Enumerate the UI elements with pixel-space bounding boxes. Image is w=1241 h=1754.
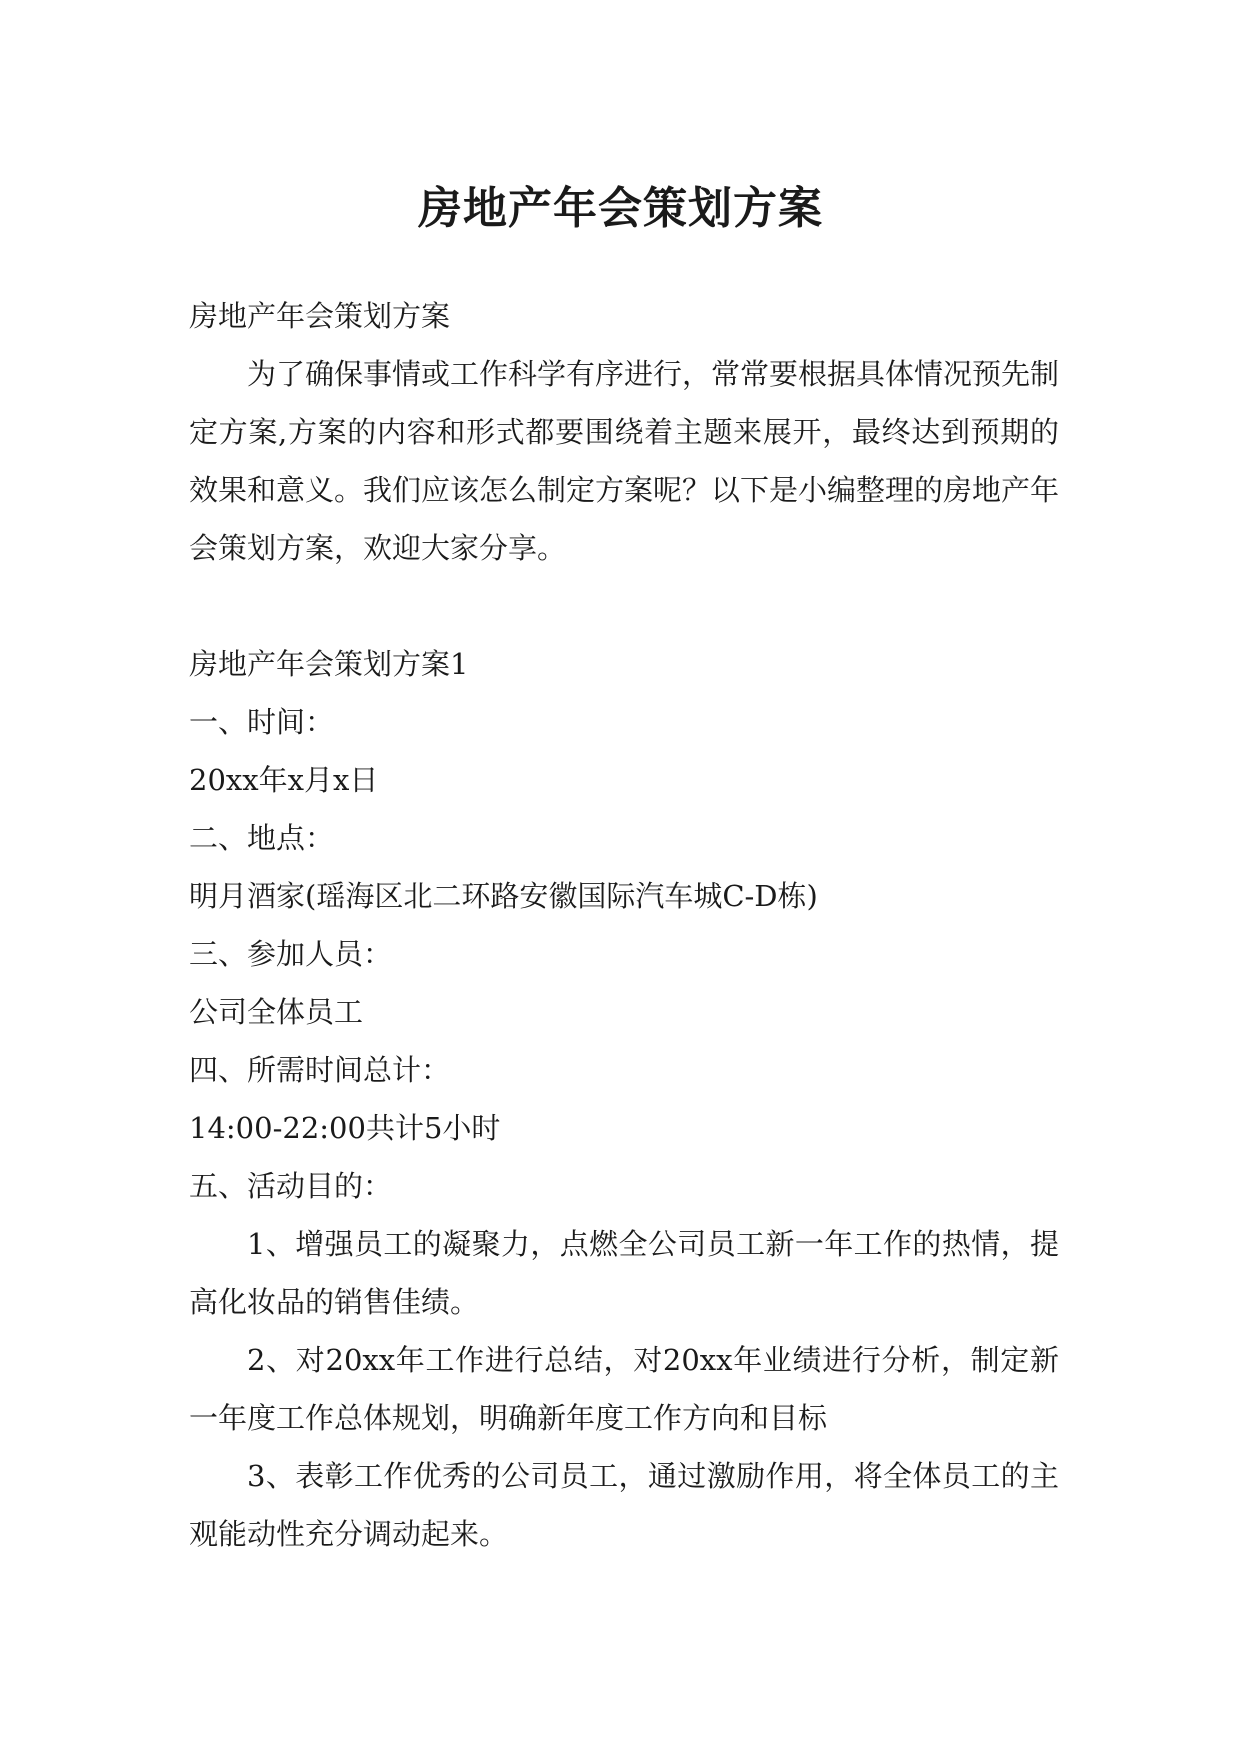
participants-value: 公司全体员工 [189,995,364,1029]
duration-label: 四、所需时间总计： [189,1053,451,1087]
intro-paragraph: 为了确保事情或工作科学有序进行，常常要根据具体情况预先制定方案,方案的内容和形式都要围绕着主题来展开，最终达到预期的效果和意义。我们应该怎么制定方案呢？以下是小编整理的房地产年会策划方案，欢迎大家分享。 [189,357,1060,565]
place-label: 二、地点： [189,821,335,855]
purpose-item: 3、表彰工作优秀的公司员工，通过激励作用，将全体员工的主观能动性充分调动起来。 [189,1459,1059,1551]
time-label: 一、时间： [189,705,335,739]
place-value: 明月酒家(瑶海区北二环路安徽国际汽车城C-D栋) [189,879,818,913]
section-heading: 房地产年会策划方案1 [189,647,469,681]
document-subtitle: 房地产年会策划方案 [189,299,451,333]
purpose-item: 2、对20xx年工作进行总结，对20xx年业绩进行分析，制定新一年度工作总体规划，明确新年度工作方向和目标 [189,1343,1059,1435]
participants-label: 三、参加人员： [189,937,393,971]
page-title: 房地产年会策划方案 [418,183,823,235]
duration-value: 14:00-22:00共计5小时 [189,1111,501,1145]
document-body [189,287,1059,1563]
purpose-label: 五、活动目的： [189,1169,393,1203]
time-value: 20xx年x月x日 [189,763,379,797]
purpose-item: 1、增强员工的凝聚力，点燃全公司员工新一年工作的热情，提高化妆品的销售佳绩。 [189,1227,1059,1319]
